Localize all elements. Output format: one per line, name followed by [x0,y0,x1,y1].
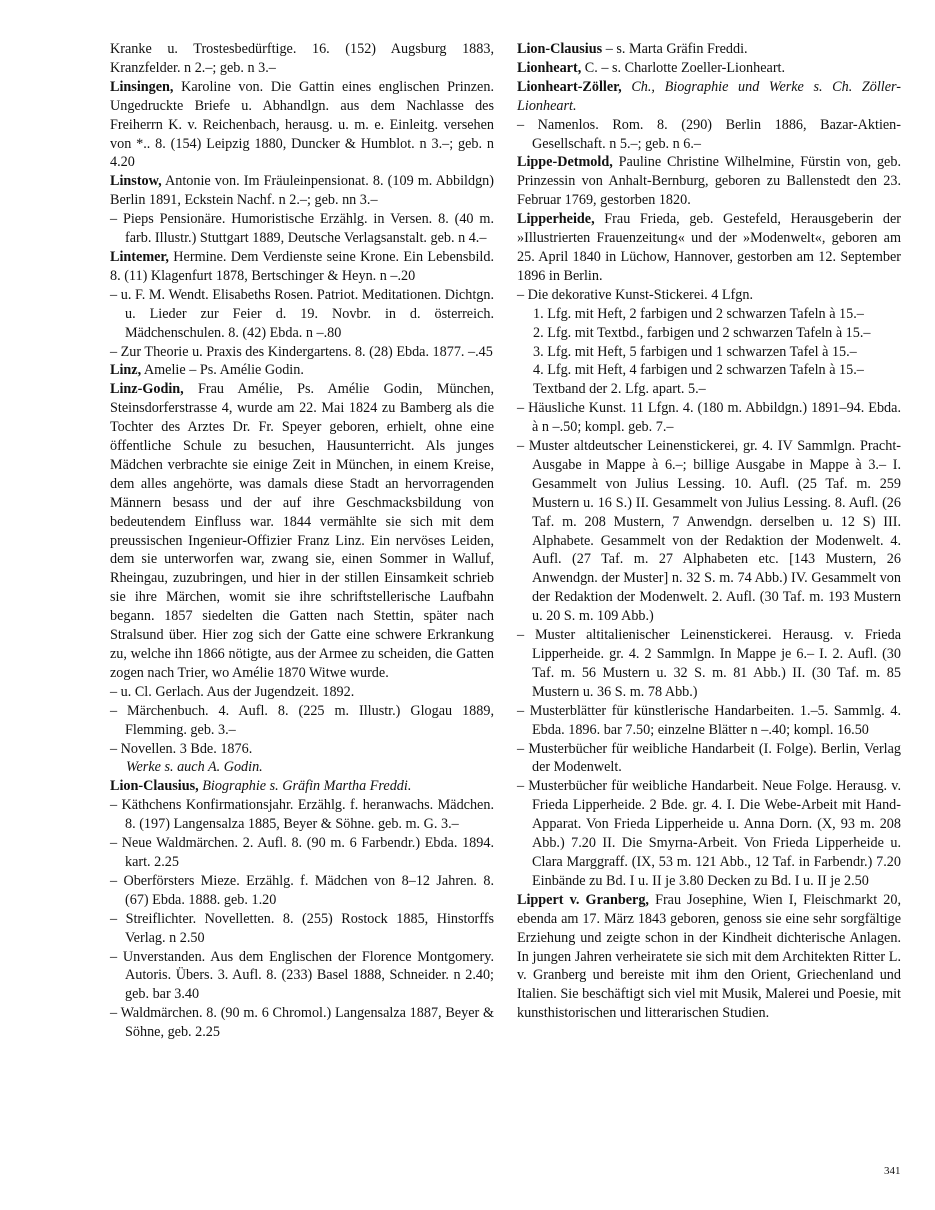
left-column [110,40,494,1042]
entry-text: 1. Lfg. mit Heft, 2 farbigen und 2 schwarzen Tafeln à 15.– [533,305,864,322]
entry [517,286,901,305]
entry-headword: Lion-Clausius [517,41,603,57]
entry [517,116,901,154]
entry-text: C. – s. Charlotte Zoeller-Lionheart. [581,59,786,76]
entry-text: Pauline Christine Wilhelmine, Fürstin von, geb. Prinzessin von Anhalt-Bernburg, geboren zu Ballenstedt den 23. Februar 1769, gestorben 1820. [517,154,901,209]
entry [517,59,901,78]
entry-text: – Neue Waldmärchen. 2. Aufl. 8. (90 m. 6 Farbendr.) Ebda. 1894. kart. 2.25 [110,835,494,870]
entry [110,777,494,796]
entry-text: – Die dekorative Kunst-Stickerei. 4 Lfgn. [517,286,753,303]
entry [517,740,901,778]
entry-text: – Musterbücher für weibliche Handarbeit. Neue Folge. Herausg. v. Frieda Lipperheide. 2 Bde. gr. 4. I. Die Webe-Arbeit mit Hand-Apparat. Von Frieda Lipperheide u. Anna Dorn. (X, 93 m. 208 Abb.) 7.20 II. Die Smyrna-Arbeit. Von Frieda Lipperheide u. Clara Marggraff. (IX, 53 m. 121 Abb., 12 Taf. in Farbendr.) 7.20 Einbände zu Bd. I u. II je 3.80 Decken zu Bd. I u. II je 2.50 [517,778,901,889]
entry [110,948,494,1005]
entry-text: – Muster altdeutscher Leinenstickerei, gr. 4. IV Sammlgn. Pracht-Ausgabe in Mappe à 6.–; billige Ausgabe in Mappe à 3.– I. Gesammelt von Julius Lessing. 10. Aufl. (25 Taf. m. 259 Mustern u. 16 S.) II. Gesammelt von Julius Lessing. 8. Aufl. (26 Taf. m. 208 Mustern, 7 Anwendgn. derselben u. 12 S) III. Alphabete. Gesammelt von der Redaktion der Modenwelt. 4. Aufl. (27 Taf. m. 27 Alphabeten etc. [143 Mustern, 26 Anwendgn. der Muster] n. 32 S. m. 74 Abb.) IV. Gesammelt von der Redaktion der Modenwelt. 2. Aufl. (30 Taf. m. 193 Mustern u. 20 S. m. 109 Abb.) [517,438,901,625]
entry-text: – s. Marta Gräfin Freddi. [602,41,748,57]
entry [110,702,494,740]
entry [517,343,901,362]
entry [110,248,494,286]
entry-text: – Häusliche Kunst. 11 Lfgn. 4. (180 m. Abbildgn.) 1891–94. Ebda. à n –.50; kompl. geb. 7.– [517,400,901,436]
entry-italic: Ch., Biographie und Werke s. Ch. Zöller-Lionheart. [517,78,901,114]
entry-text: – Streiflichter. Novelletten. 8. (255) Rostock 1885, Hinstorffs Verlag. n 2.50 [110,910,494,946]
entry-text: Karoline von. Die Gattin eines englischen Prinzen. Ungedruckte Briefe u. Abhandlgn. aus dem Nachlasse des Freiherrn K. v. Reichenbach, herausg. u. m. e. Einleitg. versehen von *.. 8. (154) Leipzig 1880, Duncker & Humblot. n 3.–; geb. n 4.20 [110,78,494,171]
entry-text: – Waldmärchen. 8. (90 m. 6 Chromol.) Langensalza 1887, Beyer & Söhne, geb. 2.25 [110,1005,494,1041]
entry-italic: Biographie s. Gräfin Martha Freddi. [198,778,412,795]
entry-text: – Pieps Pensionäre. Humoristische Erzählg. in Versen. 8. (40 m. farb. Illustr.) Stuttgart 1889, Deutsche Verlagsanstalt. geb. n 4.– [110,211,494,247]
entry-text: Frau Josephine, Wien I, Fleischmarkt 20, ebenda am 17. März 1843 geboren, genoss sie eine sehr sorgfältige Erziehung und zeigte schon in der Kindheit dichterische Anlagen. In jungen Jahren verheiratete sie sich mit dem Architekten Ritter L. v. Granberg und bereiste mit ihm den Orient, Griechenland und Italien. Sie beschäftigt sich viel mit Musik, Malerei und Poesie, mit kunsthistorischen und litterarischen Studien. [517,891,901,1022]
entry-text: 3. Lfg. mit Heft, 5 farbigen und 1 schwarzen Tafel à 15.– [533,343,857,360]
entry [517,305,901,324]
entry-text: – Zur Theorie u. Praxis des Kindergartens. 8. (28) Ebda. 1877. –.45 [110,343,493,360]
entry-headword: Lion-Clausius, [110,778,199,795]
entry [110,683,494,702]
entry [110,796,494,834]
entry-text: – Käthchens Konfirmationsjahr. Erzählg. f. heranwachs. Mädchen. 8. (197) Langensalza 1885, Beyer & Söhne. geb. m. G. 3.– [110,797,494,833]
entry-text: Hermine. Dem Verdienste seine Krone. Ein Lebensbild. 8. (11) Klagenfurt 1878, Bertschinger & Heyn. n –.20 [110,248,494,284]
entry [517,437,901,626]
entry [110,172,494,210]
entry [110,740,494,759]
entry [110,210,494,248]
entry-text: – Unverstanden. Aus dem Englischen der Florence Montgomery. Autoris. Übers. 3. Aufl. 8. (233) Basel 1888, Schneider. n 2.40; geb. bar 3.40 [110,948,494,1003]
entry-headword: Lintemer, [110,248,169,265]
entry [110,1004,494,1042]
entry-text: – Musterbücher für weibliche Handarbeit (I. Folge). Berlin, Verlag der Modenwelt. [517,740,901,776]
entry-text: – Märchenbuch. 4. Aufl. 8. (225 m. Illustr.) Glogau 1889, Flemming. geb. 3.– [110,702,494,738]
entry [517,40,901,59]
entry-text: – u. F. M. Wendt. Elisabeths Rosen. Patriot. Meditationen. Dichtgn. u. Lieder zur Feier d. 19. Novbr. in d. österreich. Mädchenschulen. 8. (42) Ebda. n –.80 [110,286,494,341]
entry-text: – Oberförsters Mieze. Erzählg. f. Mädchen von 8–12 Jahren. 8. (67) Ebda. 1888. geb. 1.20 [110,872,494,908]
entry-headword: Linz, [110,362,142,379]
entry-italic: Werke s. auch A. Godin. [126,759,263,776]
entry [110,343,494,362]
entry [517,399,901,437]
entry [517,210,901,286]
entry-text: – u. Cl. Gerlach. Aus der Jugendzeit. 1892. [110,683,355,700]
entry-text: – Novellen. 3 Bde. 1876. [110,740,253,757]
entry-headword: Linz-Godin, [110,381,184,398]
entry-text: – Namenlos. Rom. 8. (290) Berlin 1886, Bazar-Aktien-Gesellschaft. n 5.–; geb. n 6.– [517,116,901,152]
entry-text: Textband der 2. Lfg. apart. 5.– [533,381,706,398]
entry [517,153,901,210]
entry-text: Kranke u. Trostesbedürftige. 16. (152) Augsburg 1883, Kranzfelder. n 2.–; geb. n 3.– [110,41,494,76]
entry-headword: Lippert v. Granberg, [517,891,649,908]
entry [110,78,494,173]
entry [517,380,901,399]
entry [517,361,901,380]
entry-headword: Lippe-Detmold, [517,154,613,171]
entry-text: 2. Lfg. mit Textbd., farbigen und 2 schwarzen Tafeln à 15.– [533,324,871,341]
entry [110,40,494,78]
entry [517,777,901,890]
entry [517,702,901,740]
entry-text: Antonie von. Im Fräuleinpensionat. 8. (109 m. Abbildgn) Berlin 1891, Eckstein Nachf. n 2.–; geb. nn 3.– [110,173,494,209]
entry [110,872,494,910]
entry-text: – Musterblätter für künstlerische Handarbeiten. 1.–5. Sammlg. 4. Ebda. 1896. bar 7.50; einzelne Blätter n –.40; kompl. 16.50 [517,702,901,738]
entry [110,758,494,777]
entry-text: Frau Frieda, geb. Gestefeld, Herausgeberin der »Illustrierten Frauenzeitung« und der »Modenwelt«, geboren am 25. April 1840 in Lüchow, Hannover, gestorben am 12. September 1896 in Berlin. [517,211,901,284]
entry [110,834,494,872]
entry [110,380,494,683]
entry-headword: Linsingen, [110,78,174,95]
entry [110,361,494,380]
entry-text: Amelie – Ps. Amélie Godin. [141,362,304,379]
entry-headword: Linstow, [110,173,162,190]
page-number: 341 [884,1165,901,1177]
entry [517,324,901,343]
entry [517,891,901,1023]
entry-text: – Muster altitalienischer Leinenstickerei. Herausg. v. Frieda Lipperheide. gr. 4. 2 Sammlgn. In Mappe je 6.– I. 2. Aufl. (30 Taf. m. 56 Mustern u. 32 S. m. 81 Abb.) II. (30 Taf. m. 85 Mustern u. 36 S. m. 78 Abb.) [517,627,901,700]
entry-headword: Lipperheide, [517,211,595,228]
entry [517,626,901,702]
entry [110,286,494,343]
entry [517,78,901,116]
entry-headword: Lionheart-Zöller, [517,78,622,95]
entry-text: 4. Lfg. mit Heft, 4 farbigen und 2 schwarzen Tafeln à 15.– [533,362,864,379]
entry-headword: Lionheart, [517,59,582,76]
right-column [517,40,901,1023]
entry-text: Frau Amélie, Ps. Amélie Godin, München, Steinsdorferstrasse 4, wurde am 22. Mai 1824 zu Bamberg als die Tochter des Arztes Dr. Fr. Speyer geboren, erhielt, ohne eine öffentliche Schule zu besuchen, Hausunterricht. Als junges Mädchen verbrachte sie einige Zeit in München, in einem Kreise, dem alles angehörte, was damals diese Stadt an hervorragenden Männern besass und der auf ihre Geschmacksbildung von bedeutendem Einfluss war. 1844 vermählte sie sich mit dem preussischen Ingenieur-Offizier Franz Linz. Ein nervöses Leiden, dem sie unterworfen war, zwang sie, einen Sommer in Walluf, Rheingau, zuzubringen, und hier in der stillen Einsamkeit schrieb sie ihre Märchen, womit sie ihre schriftstellerische Laufbahn begann. 1857 siedelten die Gatten nach Stettin, später nach Stralsund über. Hier zog sich der Gatte eine schwere Erkrankung zu, welche ihn 1866 nötigte, aus der Armee zu scheiden, die Gatten zogen nach Trier, wo Amélie 1870 Witwe wurde. [110,381,494,681]
entry [110,910,494,948]
